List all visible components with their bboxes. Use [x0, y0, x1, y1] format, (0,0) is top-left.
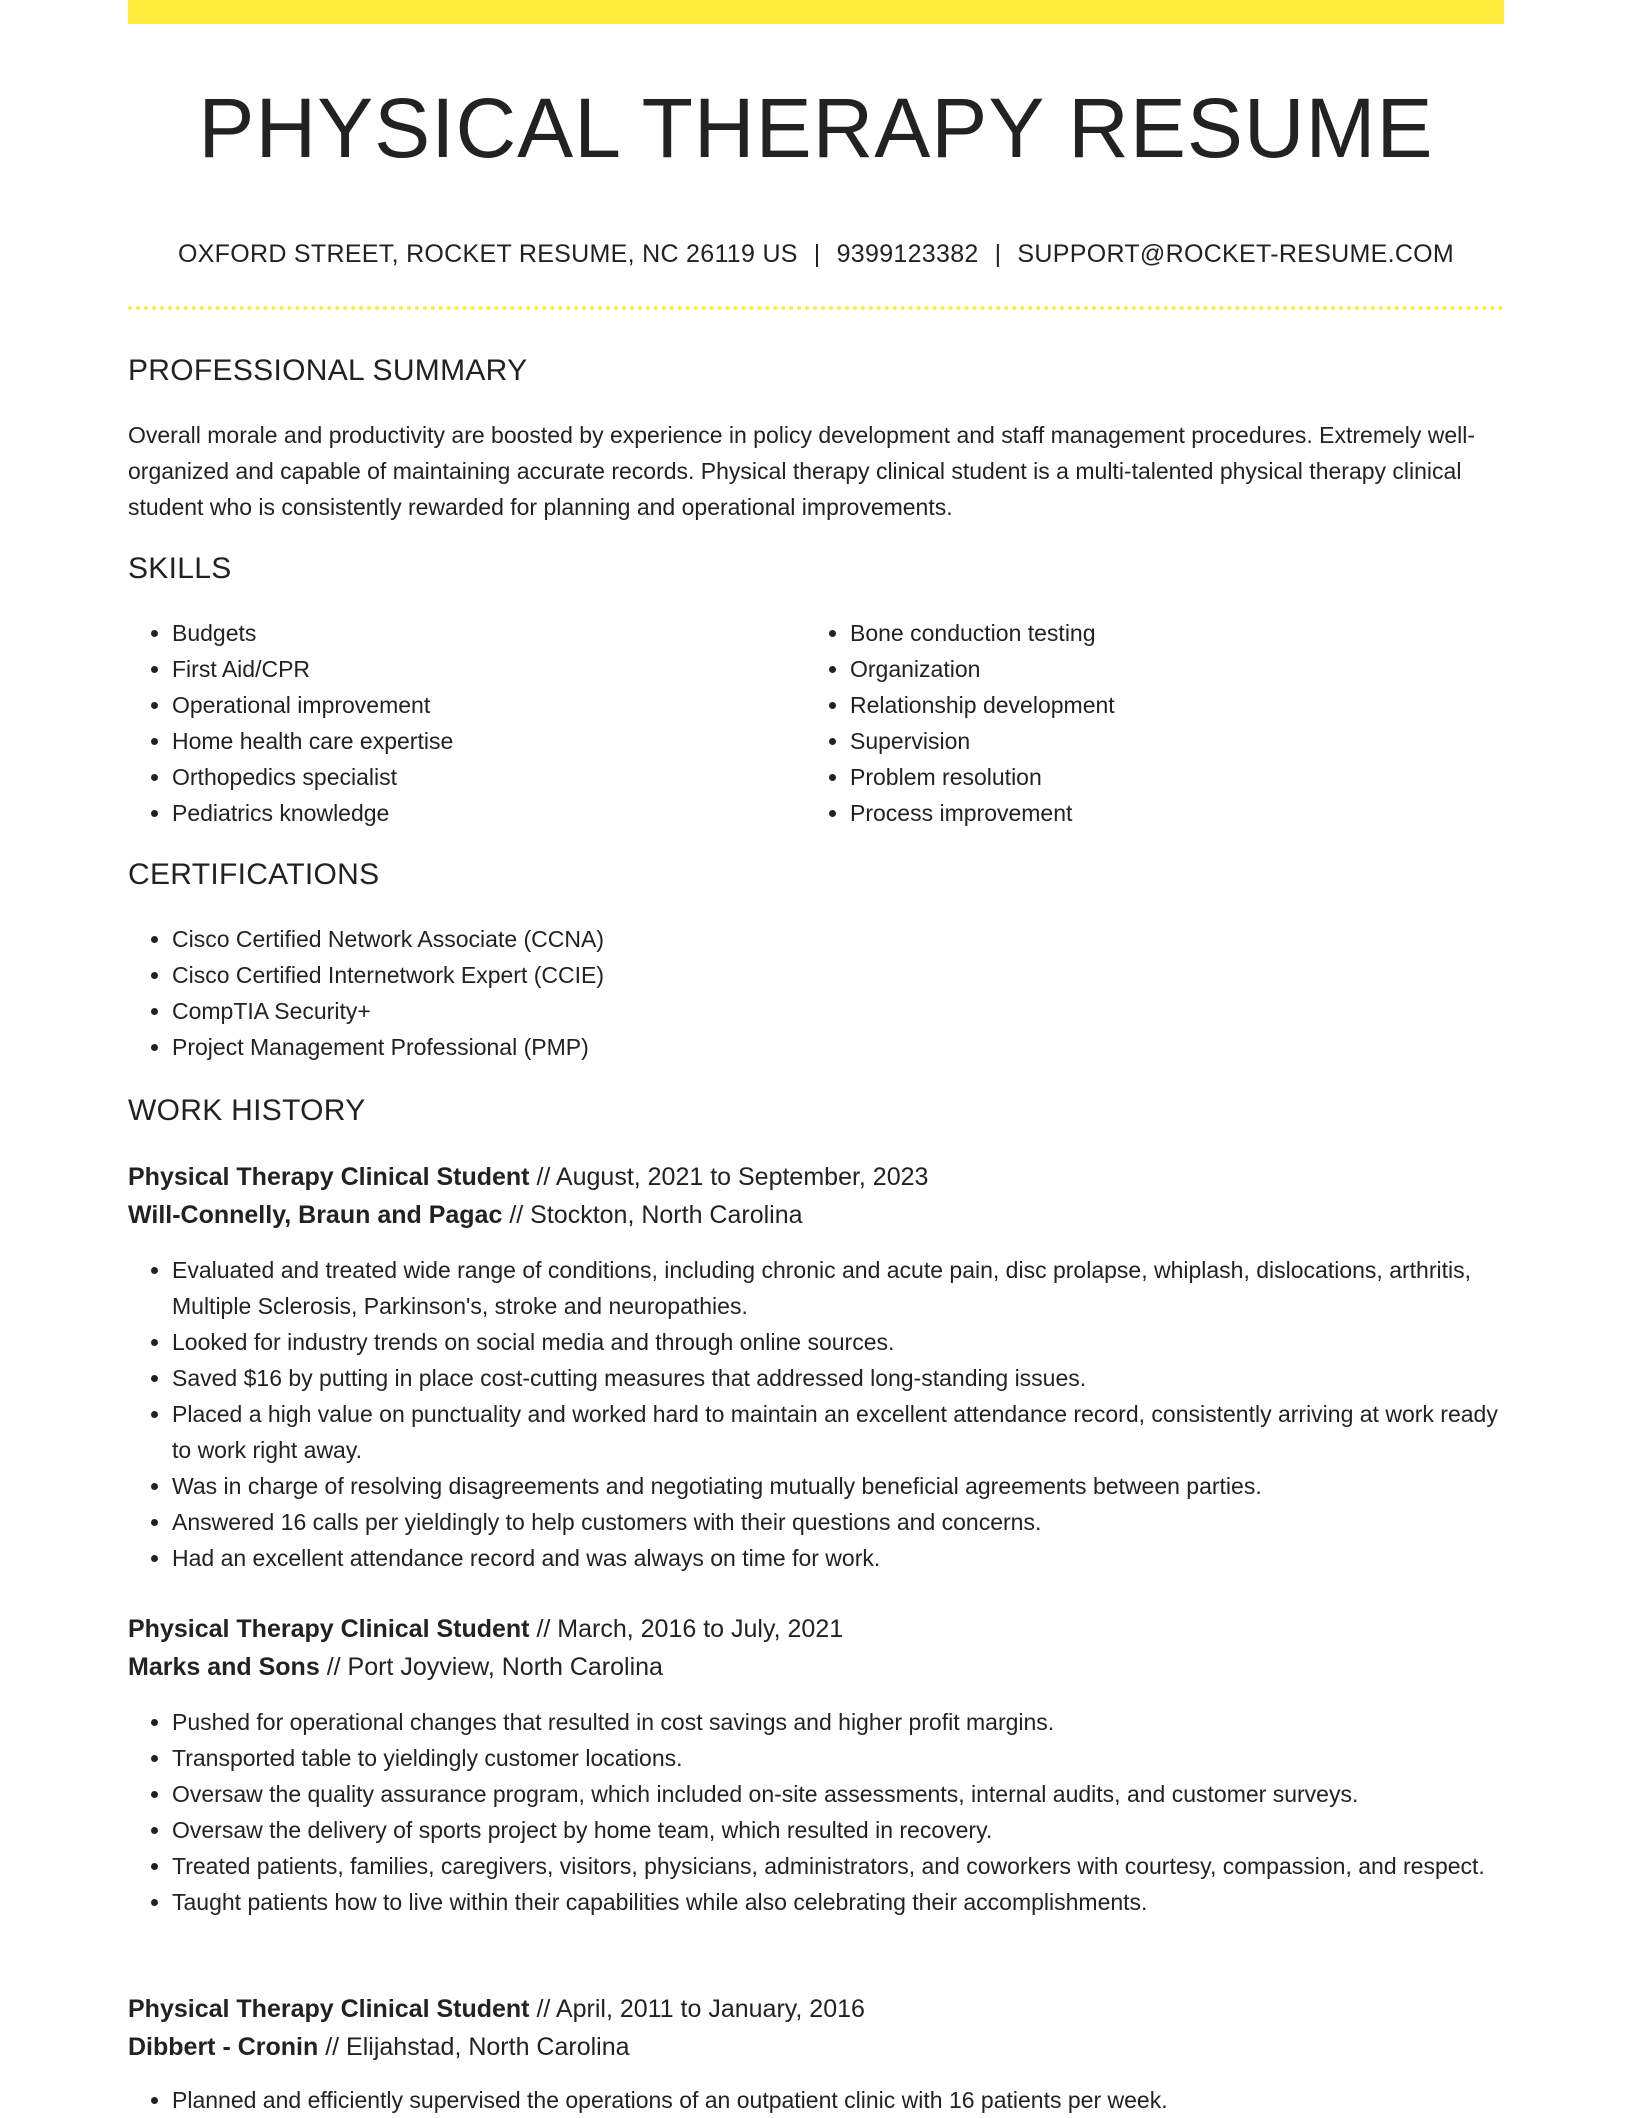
job-bullet: • Answered 16 calls per yieldingly to help customers with their questions and concerns.	[172, 1504, 1504, 1540]
job-bullets	[128, 2082, 1504, 2118]
skill-item: • Budgets	[172, 615, 812, 651]
skill-item: • Problem resolution	[850, 759, 1530, 795]
contact-phone: 9399123382	[836, 240, 979, 268]
job-bullet: • Pushed for operational changes that resulted in cost savings and higher profit margins.	[172, 1704, 1504, 1740]
certification-item: • Cisco Certified Network Associate (CCNA)	[172, 921, 1472, 957]
skills-list-right	[806, 615, 1530, 831]
contact-email: SUPPORT@ROCKET-RESUME.COM	[1017, 240, 1455, 268]
job-bullet: • Had an excellent attendance record and was always on time for work.	[172, 1540, 1504, 1576]
job-location: // Stockton, North Carolina	[509, 1201, 803, 1229]
certification-item: • CompTIA Security+	[172, 993, 1472, 1029]
job-company: Will-Connelly, Braun and Pagac	[128, 1201, 503, 1229]
certifications-list	[128, 921, 1472, 1065]
skill-item: • Organization	[850, 651, 1530, 687]
job-bullet: • Taught patients how to live within their capabilities while also celebrating their accomplishments.	[172, 1884, 1504, 1920]
job-bullet: • Was in charge of resolving disagreements and negotiating mutually beneficial agreements between parties.	[172, 1468, 1504, 1504]
header-divider	[128, 306, 1504, 310]
job-location: // Port Joyview, North Carolina	[326, 1653, 663, 1681]
skill-item: • Orthopedics specialist	[172, 759, 812, 795]
job-bullet: • Evaluated and treated wide range of conditions, including chronic and acute pain, disc prolapse, whiplash, dislocations, arthritis, Multiple Sclerosis, Parkinson's, stroke and neuropathies.	[172, 1252, 1504, 1324]
job-company: Dibbert - Cronin	[128, 2033, 319, 2061]
job-title: Physical Therapy Clinical Student	[128, 1995, 530, 2023]
job-company-line	[128, 2028, 630, 2066]
contact-separator: |	[994, 240, 1002, 268]
certification-item: • Cisco Certified Internetwork Expert (CCIE)	[172, 957, 1472, 993]
certification-item: • Project Management Professional (PMP)	[172, 1029, 1472, 1065]
job-bullet: • Treated patients, families, caregivers, visitors, physicians, administrators, and coworkers with courtesy, compassion, and respect.	[172, 1848, 1504, 1884]
top-accent-bar	[128, 0, 1504, 24]
summary-heading: PROFESSIONAL SUMMARY	[128, 354, 528, 387]
job-dates: // August, 2021 to September, 2023	[536, 1163, 929, 1191]
job-title: Physical Therapy Clinical Student	[128, 1163, 530, 1191]
job-bullet: • Transported table to yieldingly customer locations.	[172, 1740, 1504, 1776]
job-title-line	[128, 1610, 843, 1648]
certifications-heading: CERTIFICATIONS	[128, 858, 380, 891]
job-company: Marks and Sons	[128, 1653, 320, 1681]
page-title: PHYSICAL THERAPY RESUME	[198, 81, 1434, 175]
job-bullet: • Oversaw the delivery of sports project by home team, which resulted in recovery.	[172, 1812, 1504, 1848]
summary-text: Overall morale and productivity are boosted by experience in policy development and staff management procedures. Extremely well-organized and capable of maintaining accurate records. Physical therapy clinical student is a multi-talented physical therapy clinical student who is consistently rewarded for planning and operational improvements.	[128, 422, 1476, 520]
skills-heading: SKILLS	[128, 552, 232, 585]
skill-item: • Process improvement	[850, 795, 1530, 831]
skill-item: • Supervision	[850, 723, 1530, 759]
job-title-line	[128, 1158, 928, 1196]
skill-item: • Bone conduction testing	[850, 615, 1530, 651]
skill-item: • Relationship development	[850, 687, 1530, 723]
skills-list-left	[128, 615, 812, 831]
contact-address: OXFORD STREET, ROCKET RESUME, NC 26119 US	[177, 240, 798, 268]
job-company-line	[128, 1648, 663, 1686]
job-title-line	[128, 1990, 865, 2028]
skill-item: • Home health care expertise	[172, 723, 812, 759]
contact-line	[128, 236, 1504, 272]
job-bullet: • Looked for industry trends on social media and through online sources.	[172, 1324, 1504, 1360]
job-dates: // April, 2011 to January, 2016	[536, 1995, 865, 2023]
job-bullet: • Placed a high value on punctuality and worked hard to maintain an excellent attendance record, consistently arriving at work ready to work right away.	[172, 1396, 1504, 1468]
work-history-heading: WORK HISTORY	[128, 1094, 366, 1127]
job-location: // Elijahstad, North Carolina	[325, 2033, 630, 2061]
job-bullet: • Planned and efficiently supervised the operations of an outpatient clinic with 16 patients per week.	[172, 2082, 1504, 2118]
job-title: Physical Therapy Clinical Student	[128, 1615, 530, 1643]
skill-item: • First Aid/CPR	[172, 651, 812, 687]
job-bullet: • Saved $16 by putting in place cost-cutting measures that addressed long-standing issues.	[172, 1360, 1504, 1396]
job-bullets	[128, 1704, 1504, 1920]
job-bullets	[128, 1252, 1504, 1576]
skill-item: • Pediatrics knowledge	[172, 795, 812, 831]
job-bullet: • Oversaw the quality assurance program, which included on-site assessments, internal audits, and customer surveys.	[172, 1776, 1504, 1812]
skill-item: • Operational improvement	[172, 687, 812, 723]
job-company-line	[128, 1196, 803, 1234]
job-dates: // March, 2016 to July, 2021	[536, 1615, 844, 1643]
contact-separator: |	[813, 240, 821, 268]
